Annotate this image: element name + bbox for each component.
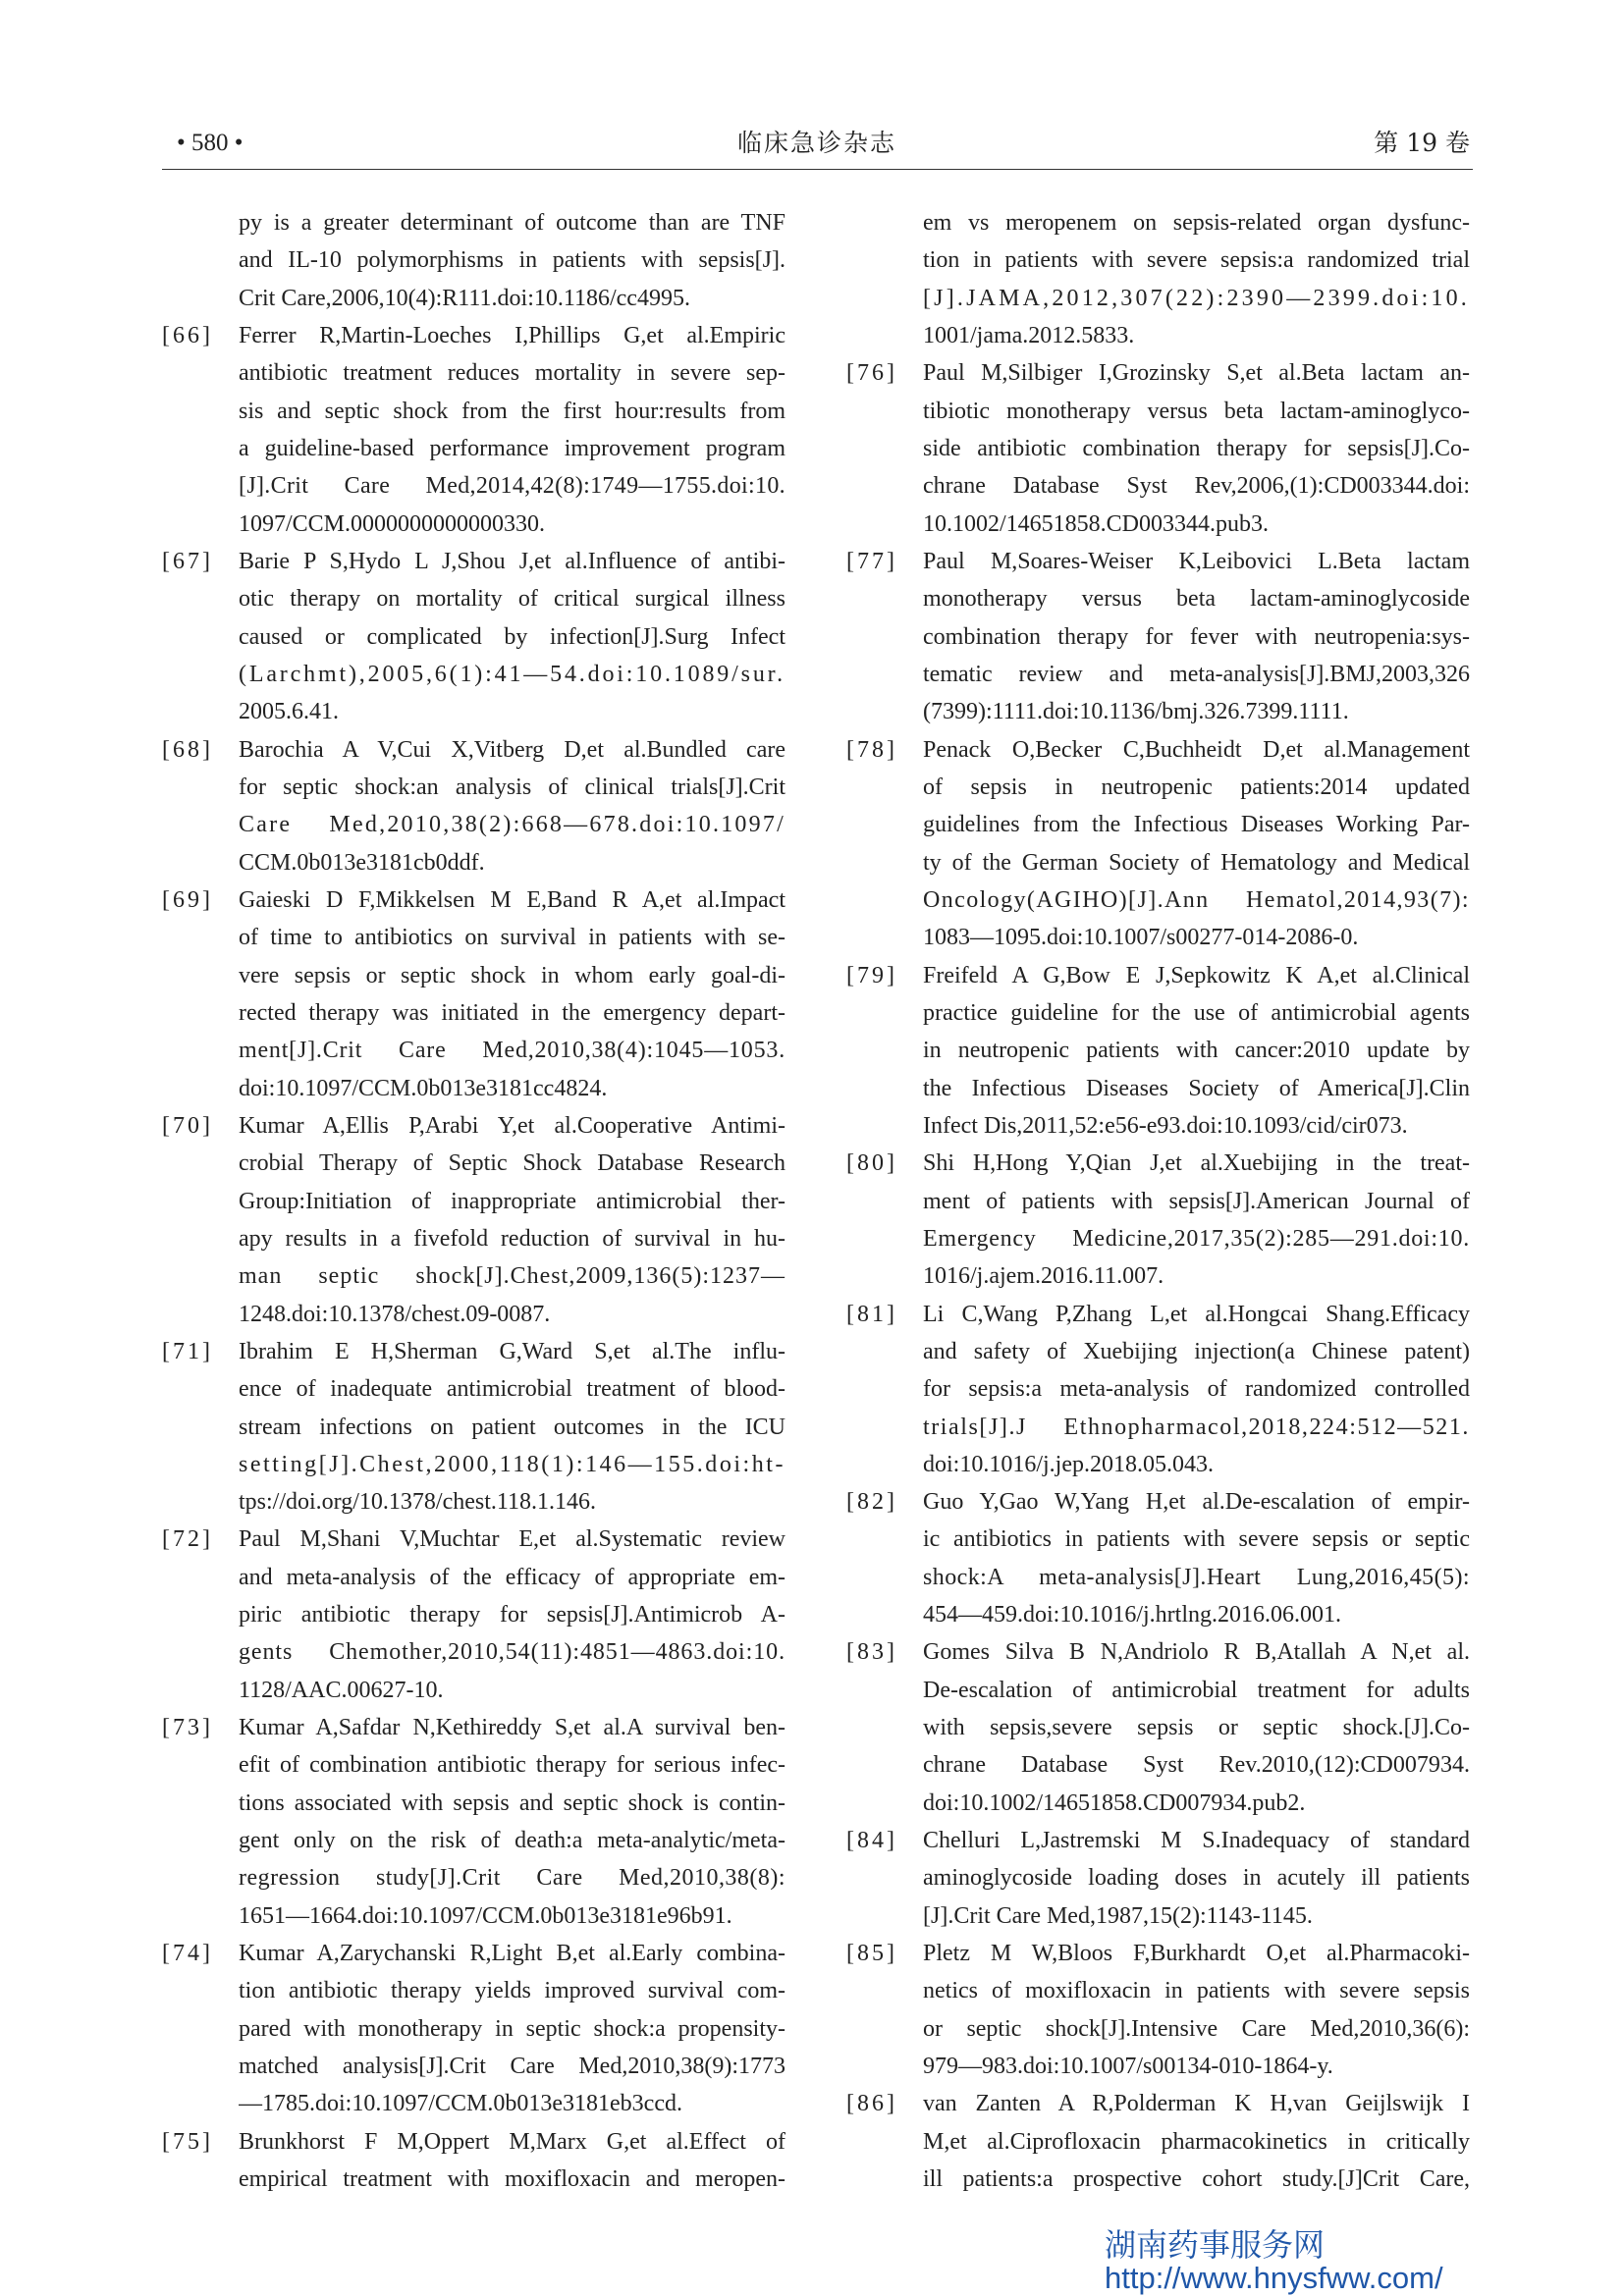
reference-entry — [162, 2123, 790, 2199]
reference-number: [83] — [846, 1639, 897, 1666]
reference-line: man septic shock[J].Chest,2009,136(5):1237— — [239, 1263, 785, 1290]
reference-line: crobial Therapy of Septic Shock Database Research — [239, 1150, 785, 1177]
reference-line: 2005.6.41. — [239, 699, 339, 725]
reference-line: 1083—1095.doi:10.1007/s00277-014-2086-0. — [923, 925, 1359, 951]
reference-line: chrane Database Syst Rev,2006,(1):CD003344.doi: — [923, 473, 1470, 500]
reference-entry — [162, 731, 790, 881]
reference-entry — [846, 1483, 1475, 1633]
reference-entry — [846, 1935, 1475, 2085]
reference-line: of time to antibiotics on survival in patients with se- — [239, 925, 785, 951]
reference-line: —1785.doi:10.1097/CCM.0b013e3181eb3ccd. — [239, 2091, 682, 2117]
reference-line: caused or complicated by infection[J].Surg Infect — [239, 623, 785, 650]
reference-line: Kumar A,Safdar N,Kethireddy S,et al.A survival ben- — [239, 1715, 785, 1741]
volume-label: 第 19 卷 — [1374, 129, 1470, 157]
reference-line: stream infections on patient outcomes in the ICU — [239, 1414, 785, 1440]
reference-number: [76] — [846, 360, 897, 387]
reference-entry — [846, 204, 1475, 354]
reference-line: em vs meropenem on sepsis-related organ dysfunc- — [923, 210, 1470, 236]
left-reference-column — [162, 204, 790, 2198]
reference-entry — [162, 543, 790, 731]
reference-number: [84] — [846, 1828, 897, 1854]
reference-entry — [162, 317, 790, 543]
reference-number: [75] — [162, 2128, 213, 2155]
reference-line: 1248.doi:10.1378/chest.09-0087. — [239, 1301, 551, 1327]
reference-line: ty of the German Society of Hematology and Medical — [923, 849, 1470, 876]
reference-line: vere sepsis or septic shock in whom early goal-di- — [239, 962, 785, 988]
reference-line: (7399):1111.doi:10.1136/bmj.326.7399.1111. — [923, 699, 1349, 725]
reference-entry — [846, 354, 1475, 543]
reference-line: combination therapy for fever with neutropenia:sys- — [923, 623, 1470, 650]
reference-number: [86] — [846, 2091, 897, 2117]
reference-line: 1651—1664.doi:10.1097/CCM.0b013e3181e96b91. — [239, 1902, 732, 1929]
reference-line: rected therapy was initiated in the emergency depart- — [239, 999, 785, 1026]
reference-line: netics of moxifloxacin in patients with severe sepsis — [923, 1978, 1470, 2004]
reference-line: Paul M,Soares-Weiser K,Leibovici L.Beta lactam — [923, 548, 1470, 574]
reference-line: trials[J].J Ethnopharmacol,2018,224:512—521. — [923, 1414, 1470, 1440]
reference-line: [J].JAMA,2012,307(22):2390—2399.doi:10. — [923, 285, 1470, 311]
reference-line: piric antibiotic therapy for sepsis[J].Antimicrob A- — [239, 1602, 785, 1629]
reference-number: [68] — [162, 736, 213, 763]
reference-line: Ibrahim E H,Sherman G,Ward S,et al.The influ- — [239, 1338, 785, 1364]
reference-entry — [846, 1633, 1475, 1822]
reference-line: ment[J].Crit Care Med,2010,38(4):1045—1053. — [239, 1038, 785, 1064]
reference-number: [74] — [162, 1941, 213, 1967]
reference-line: ic antibiotics in patients with severe sepsis or septic — [923, 1526, 1470, 1553]
reference-line: gent only on the risk of death:a meta-analytic/meta- — [239, 1828, 785, 1854]
reference-line: tion antibiotic therapy yields improved survival com- — [239, 1978, 785, 2004]
reference-line: tps://doi.org/10.1378/chest.118.1.146. — [239, 1489, 596, 1516]
reference-entry — [162, 881, 790, 1107]
journal-title: 临床急诊杂志 — [736, 129, 896, 157]
reference-number: [81] — [846, 1301, 897, 1327]
reference-line: monotherapy versus beta lactam-aminoglycoside — [923, 586, 1470, 613]
reference-entry — [846, 957, 1475, 1146]
reference-line: Freifeld A G,Bow E J,Sepkowitz K A,et al.Clinical — [923, 962, 1470, 988]
reference-line: Care Med,2010,38(2):668—678.doi:10.1097/ — [239, 812, 785, 838]
reference-line: Paul M,Shani V,Muchtar E,et al.Systematic review — [239, 1526, 785, 1553]
reference-line: Kumar A,Zarychanski R,Light B,et al.Early combina- — [239, 1941, 785, 1967]
reference-line: guidelines from the Infectious Diseases Working Par- — [923, 812, 1470, 838]
reference-line: efit of combination antibiotic therapy for serious infec- — [239, 1752, 785, 1779]
reference-entry — [162, 1333, 790, 1522]
reference-line: 1097/CCM.0000000000000330. — [239, 510, 546, 537]
reference-line: antibiotic treatment reduces mortality in severe sep- — [239, 360, 785, 387]
reference-line: Barie P S,Hydo L J,Shou J,et al.Influence of antibi- — [239, 548, 785, 574]
reference-entry — [846, 543, 1475, 731]
reference-line: gents Chemother,2010,54(11):4851—4863.doi:10. — [239, 1639, 785, 1666]
reference-number: [78] — [846, 736, 897, 763]
reference-line: in neutropenic patients with cancer:2010 update by — [923, 1038, 1470, 1064]
reference-number: [77] — [846, 548, 897, 574]
header-rule — [162, 169, 1473, 170]
reference-line: for septic shock:an analysis of clinical trials[J].Crit — [239, 774, 785, 800]
reference-line: Li C,Wang P,Zhang L,et al.Hongcai Shang.Efficacy — [923, 1301, 1470, 1327]
reference-line: apy results in a fivefold reduction of survival in hu- — [239, 1225, 785, 1252]
reference-line: side antibiotic combination therapy for sepsis[J].Co- — [923, 435, 1470, 461]
reference-number: [85] — [846, 1941, 897, 1967]
reference-line: and safety of Xuebijing injection(a Chinese patent) — [923, 1338, 1470, 1364]
reference-line: Pletz M W,Bloos F,Burkhardt O,et al.Pharmacoki- — [923, 1941, 1470, 1967]
reference-line: sis and septic shock from the first hour:results from — [239, 398, 785, 424]
reference-line: for sepsis:a meta-analysis of randomized controlled — [923, 1376, 1470, 1403]
watermark-site-name: 湖南药事服务网 — [1105, 2226, 1326, 2264]
reference-line: (Larchmt),2005,6(1):41—54.doi:10.1089/sur. — [239, 661, 785, 687]
reference-line: [J].Crit Care Med,2014,42(8):1749—1755.doi:10. — [239, 473, 785, 500]
reference-line: Emergency Medicine,2017,35(2):285—291.doi:10. — [923, 1225, 1470, 1252]
right-reference-column — [846, 204, 1475, 2198]
reference-line: Infect Dis,2011,52:e56-e93.doi:10.1093/cid/cir073. — [923, 1112, 1408, 1139]
reference-line: with sepsis,severe sepsis or septic shock.[J].Co- — [923, 1715, 1470, 1741]
reference-number: [73] — [162, 1715, 213, 1741]
reference-line: Paul M,Silbiger I,Grozinsky S,et al.Beta lactam an- — [923, 360, 1470, 387]
reference-line: M,et al.Ciprofloxacin pharmacokinetics in critically — [923, 2128, 1470, 2155]
reference-line: chrane Database Syst Rev.2010,(12):CD007934. — [923, 1752, 1470, 1779]
reference-line: regression study[J].Crit Care Med,2010,38(8): — [239, 1865, 785, 1892]
reference-line: Barochia A V,Cui X,Vitberg D,et al.Bundled care — [239, 736, 785, 763]
reference-number: [70] — [162, 1112, 213, 1139]
reference-line: setting[J].Chest,2000,118(1):146—155.doi:ht- — [239, 1451, 785, 1477]
reference-line: doi:10.1002/14651858.CD007934.pub2. — [923, 1789, 1306, 1816]
reference-line: Gaieski D F,Mikkelsen M E,Band R A,et al.Impact — [239, 886, 785, 913]
reference-line: Shi H,Hong Y,Qian J,et al.Xuebijing in the treat- — [923, 1150, 1470, 1177]
page-number: • 580 • — [177, 130, 244, 156]
reference-line: of sepsis in neutropenic patients:2014 updated — [923, 774, 1470, 800]
reference-line: [J].Crit Care Med,1987,15(2):1143-1145. — [923, 1902, 1313, 1929]
reference-line: matched analysis[J].Crit Care Med,2010,38(9):1773 — [239, 2054, 785, 2080]
reference-line: empirical treatment with moxifloxacin and meropen- — [239, 2166, 785, 2193]
reference-number: [71] — [162, 1338, 213, 1364]
reference-entry — [846, 1145, 1475, 1295]
reference-line: ill patients:a prospective cohort study.[J]Crit Care, — [923, 2166, 1470, 2193]
reference-number: [79] — [846, 962, 897, 988]
reference-number: [66] — [162, 322, 213, 348]
reference-entry — [846, 2085, 1475, 2198]
reference-entry — [162, 1709, 790, 1935]
reference-line: Penack O,Becker C,Buchheidt D,et al.Management — [923, 736, 1470, 763]
reference-line: otic therapy on mortality of critical surgical illness — [239, 586, 785, 613]
reference-entry — [846, 1822, 1475, 1935]
reference-number: [67] — [162, 548, 213, 574]
reference-entry — [162, 204, 790, 317]
reference-line: Group:Initiation of inappropriate antimicrobial ther- — [239, 1188, 785, 1214]
reference-line: 10.1002/14651858.CD003344.pub3. — [923, 510, 1270, 537]
reference-line: 454—459.doi:10.1016/j.hrtlng.2016.06.001. — [923, 1602, 1341, 1629]
reference-line: and meta-analysis of the efficacy of appropriate em- — [239, 1564, 785, 1590]
reference-line: Ferrer R,Martin-Loeches I,Phillips G,et al.Empiric — [239, 322, 785, 348]
reference-line: doi:10.1016/j.jep.2018.05.043. — [923, 1451, 1214, 1477]
reference-line: tematic review and meta-analysis[J].BMJ,2003,326 — [923, 661, 1470, 687]
reference-entry — [846, 1296, 1475, 1484]
reference-line: CCM.0b013e3181cb0ddf. — [239, 849, 485, 876]
reference-line: a guideline-based performance improvement program — [239, 435, 785, 461]
reference-line: ence of inadequate antimicrobial treatment of blood- — [239, 1376, 785, 1403]
reference-number: [80] — [846, 1150, 897, 1177]
reference-number: [69] — [162, 886, 213, 913]
reference-line: or septic shock[J].Intensive Care Med,2010,36(6): — [923, 2015, 1470, 2042]
reference-line: tions associated with sepsis and septic shock is contin- — [239, 1789, 785, 1816]
reference-entry — [162, 1521, 790, 1709]
reference-line: the Infectious Diseases Society of America[J].Clin — [923, 1075, 1470, 1101]
reference-line: Chelluri L,Jastremski M S.Inadequacy of standard — [923, 1828, 1470, 1854]
reference-entry — [162, 1107, 790, 1333]
reference-number: [72] — [162, 1526, 213, 1553]
reference-line: 1016/j.ajem.2016.11.007. — [923, 1263, 1164, 1290]
watermark-url: http://www.hnysfww.com/ — [1105, 2261, 1443, 2295]
reference-line: De-escalation of antimicrobial treatment for adults — [923, 1677, 1470, 1703]
reference-line: 979—983.doi:10.1007/s00134-010-1864-y. — [923, 2054, 1333, 2080]
reference-line: 1128/AAC.00627-10. — [239, 1677, 444, 1703]
reference-line: Oncology(AGIHO)[J].Ann Hematol,2014,93(7): — [923, 886, 1470, 913]
reference-line: Gomes Silva B N,Andriolo R B,Atallah A N,et al. — [923, 1639, 1470, 1666]
reference-line: py is a greater determinant of outcome than are TNF — [239, 210, 785, 236]
reference-line: van Zanten A R,Polderman K H,van Geijlswijk I — [923, 2091, 1470, 2117]
reference-line: Kumar A,Ellis P,Arabi Y,et al.Cooperative Antimi- — [239, 1112, 785, 1139]
reference-line: 1001/jama.2012.5833. — [923, 322, 1135, 348]
reference-entry — [162, 1935, 790, 2123]
reference-number: [82] — [846, 1489, 897, 1516]
reference-line: and IL-10 polymorphisms in patients with sepsis[J]. — [239, 247, 785, 274]
reference-line: Brunkhorst F M,Oppert M,Marx G,et al.Effect of — [239, 2128, 785, 2155]
reference-line: aminoglycoside loading doses in acutely ill patients — [923, 1865, 1470, 1892]
reference-line: Guo Y,Gao W,Yang H,et al.De-escalation of empir- — [923, 1489, 1470, 1516]
reference-line: tibiotic monotherapy versus beta lactam-aminoglyco- — [923, 398, 1470, 424]
reference-entry — [846, 731, 1475, 957]
reference-line: practice guideline for the use of antimicrobial agents — [923, 999, 1470, 1026]
reference-line: shock:A meta-analysis[J].Heart Lung,2016,45(5): — [923, 1564, 1470, 1590]
reference-line: doi:10.1097/CCM.0b013e3181cc4824. — [239, 1075, 608, 1101]
reference-line: Crit Care,2006,10(4):R111.doi:10.1186/cc4995. — [239, 285, 690, 311]
reference-line: tion in patients with severe sepsis:a randomized trial — [923, 247, 1470, 274]
reference-line: pared with monotherapy in septic shock:a propensity- — [239, 2015, 785, 2042]
reference-line: ment of patients with sepsis[J].American Journal of — [923, 1188, 1470, 1214]
